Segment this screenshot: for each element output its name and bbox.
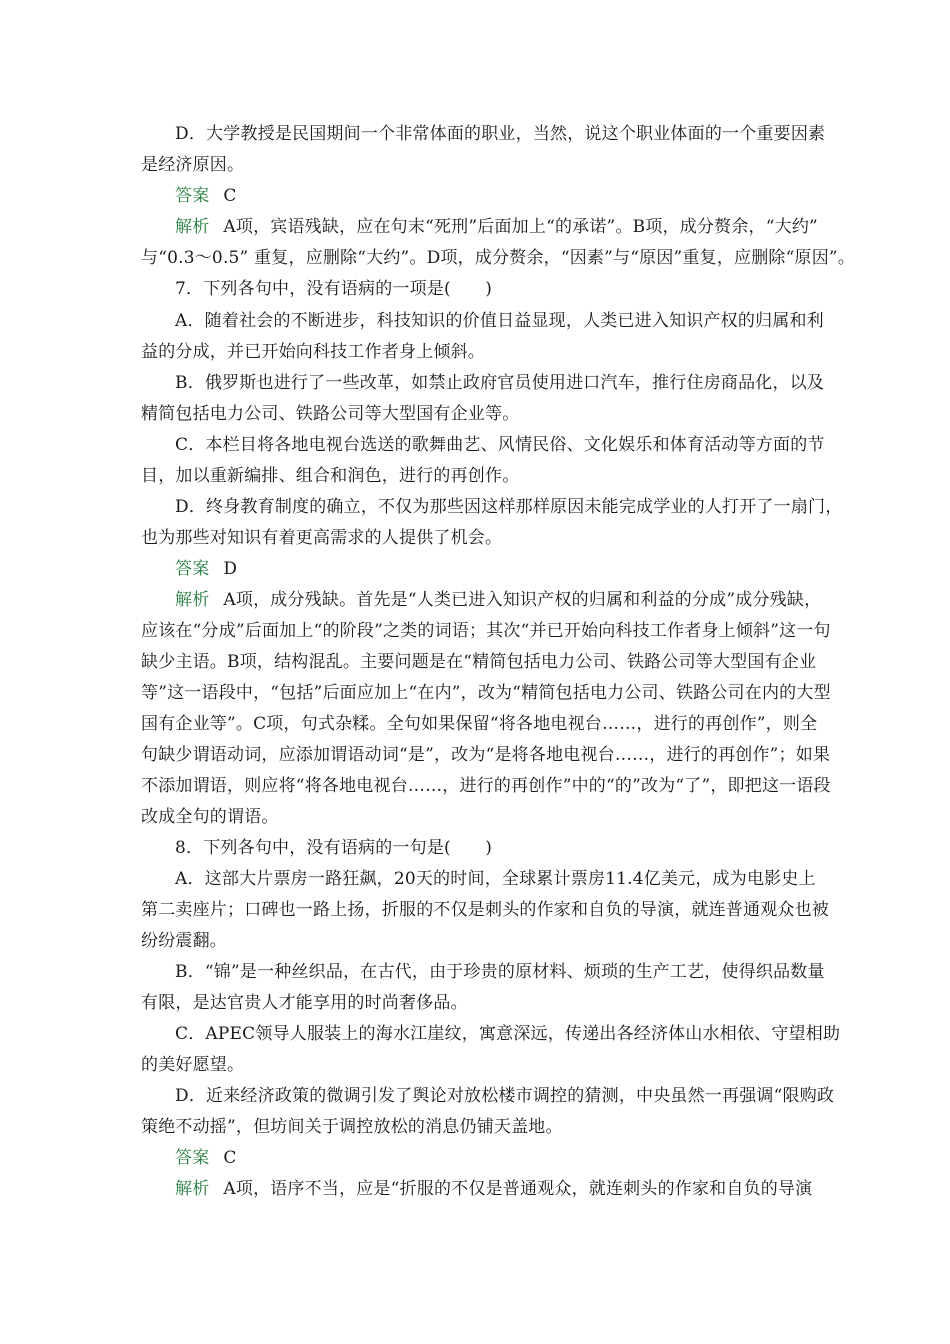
analysis-label: 解析 <box>175 217 210 237</box>
answer-line <box>175 558 825 580</box>
text-line: 缺少主语。B项，结构混乱。主要问题是在“精简包括电力公司、铁路公司等大型国有企业 <box>141 652 817 672</box>
question-title: 8．下列各句中，没有语病的一句是( ) <box>175 838 493 858</box>
text-line: 与“0.3～0.5” 重复，应删除“大约”。D项，成分赘余，“因素”与“原因”重复，应删除“原因”。 <box>141 248 856 268</box>
answer-value: C <box>223 1148 237 1168</box>
text-line: 等”这一语段中，“包括”后面应加上“在内”，改为“精简包括电力公司、铁路公司在内的大型 <box>141 683 831 703</box>
answer-label: 答案 <box>175 186 210 206</box>
answer-line <box>175 185 825 207</box>
answer-value: C <box>223 186 237 206</box>
option-line: 第二卖座片；口碑也一路上扬，折服的不仅是刺头的作家和自负的导演，就连普通观众也被 <box>141 900 829 920</box>
answer-label: 答案 <box>175 1148 210 1168</box>
answer-value: D <box>223 559 238 579</box>
analysis-text: A项，语序不当，应是“折服的不仅是普通观众，就连刺头的作家和自负的导演 <box>223 1179 813 1199</box>
analysis-line <box>175 1178 825 1200</box>
text-line: D．大学教授是民国期间一个非常体面的职业，当然，说这个职业体面的一个重要因素 <box>175 124 826 144</box>
option-line: C．APEC领导人服装上的海水江崖纹，寓意深远，传递出各经济体山水相依、守望相助 <box>175 1024 841 1044</box>
analysis-line <box>175 589 825 611</box>
analysis-line <box>175 216 825 238</box>
text-line: 应该在“分成”后面加上“的阶段”之类的词语；其次“并已开始向科技工作者身上倾斜”这一句 <box>141 621 831 641</box>
option-line: 策绝不动摇”，但坊间关于调控放松的消息仍铺天盖地。 <box>141 1117 563 1137</box>
analysis-text: A项，宾语残缺，应在句末“死刑”后面加上“的承诺”。B项，成分赘余，“大约” <box>223 217 818 237</box>
text-line: 不添加谓语，则应将“将各地电视台……，进行的再创作”中的“的”改为“了”，即把这一语段 <box>141 776 831 796</box>
option-line: 目，加以重新编排、组合和润色，进行的再创作。 <box>141 466 520 486</box>
analysis-label: 解析 <box>175 590 210 610</box>
option-line: C．本栏目将各地电视台选送的歌舞曲艺、风情民俗、文化娱乐和体育活动等方面的节 <box>175 435 825 455</box>
option-line: D．近来经济政策的微调引发了舆论对放松楼市调控的猜测，中央虽然一再强调“限购政 <box>175 1086 835 1106</box>
text-line: 是经济原因。 <box>141 155 245 175</box>
option-line: 精简包括电力公司、铁路公司等大型国有企业等。 <box>141 404 520 424</box>
question-title: 7．下列各句中，没有语病的一项是( ) <box>175 279 493 299</box>
answer-label: 答案 <box>175 559 210 579</box>
option-line: 的美好愿望。 <box>141 1055 245 1075</box>
option-line: 益的分成，并已开始向科技工作者身上倾斜。 <box>141 342 485 362</box>
option-line: 也为那些对知识有着更高需求的人提供了机会。 <box>141 528 503 548</box>
option-line: 纷纷震翻。 <box>141 931 227 951</box>
option-line: B．俄罗斯也进行了一些改革，如禁止政府官员使用进口汽车，推行住房商品化，以及 <box>175 373 825 393</box>
answer-line <box>175 1147 825 1169</box>
option-line: B．“锦”是一种丝织品，在古代，由于珍贵的原材料、烦琐的生产工艺，使得织品数量 <box>175 962 825 982</box>
text-line: 改成全句的谓语。 <box>141 807 279 827</box>
analysis-text: A项，成分残缺。首先是“人类已进入知识产权的归属和利益的分成”成分残缺， <box>223 590 822 610</box>
text-line: 句缺少谓语动词，应添加谓语动词“是”，改为“是将各地电视台……，进行的再创作”；如果 <box>141 745 831 765</box>
option-line: 有限，是达官贵人才能享用的时尚奢侈品。 <box>141 993 468 1013</box>
analysis-label: 解析 <box>175 1179 210 1199</box>
option-line: A．随着社会的不断进步，科技知识的价值日益显现，人类已进入知识产权的归属和利 <box>175 311 824 331</box>
option-line: A．这部大片票房一路狂飙，20天的时间，全球累计票房11.4亿美元，成为电影史上 <box>175 869 816 889</box>
option-line: D．终身教育制度的确立，不仅为那些因这样那样原因未能完成学业的人打开了一扇门， <box>175 497 843 517</box>
text-line: 国有企业等”。C项，句式杂糅。全句如果保留“将各地电视台……，进行的再创作”，则全 <box>141 714 818 734</box>
